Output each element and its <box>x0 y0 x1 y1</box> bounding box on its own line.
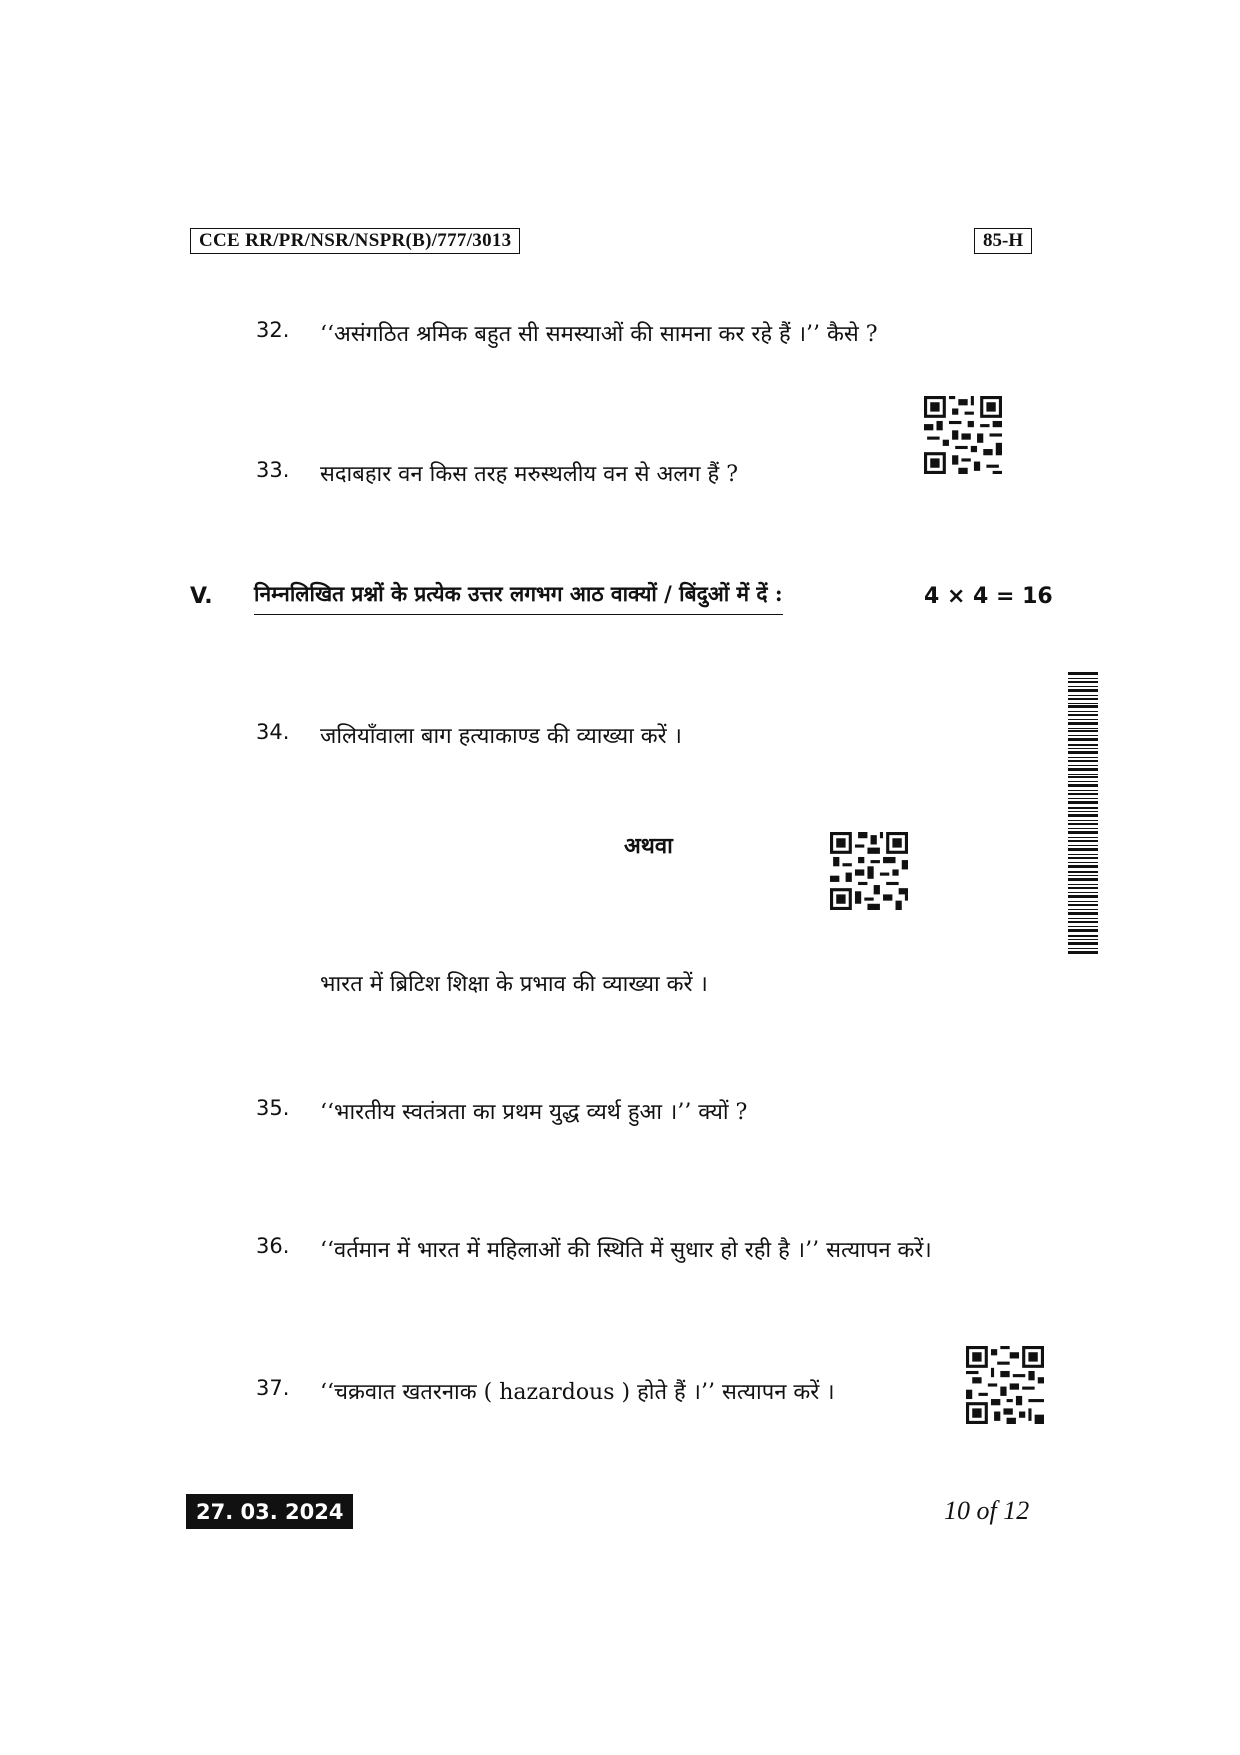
question-text: ‘‘भारतीय स्वतंत्रता का प्रथम युद्ध व्यर्थ हुआ ।’’ क्यों ? <box>320 1100 748 1125</box>
question-number: 37. <box>256 1376 290 1400</box>
question-text: ‘‘चक्रवात खतरनाक ( hazardous ) होते हैं ।’’ सत्यापन करें । <box>320 1380 835 1405</box>
paper-code: CCE RR/PR/NSR/NSPR(B)/777/3013 <box>190 228 520 254</box>
question-text: जलियाँवाला बाग हत्याकाण्ड की व्याख्या करें । <box>320 724 683 749</box>
question-number: 35. <box>256 1096 290 1120</box>
question-number: 36. <box>256 1234 290 1258</box>
exam-date-badge: 27. 03. 2024 <box>186 1494 353 1529</box>
qr-code-icon <box>924 396 1002 474</box>
question-number: 32. <box>256 318 290 342</box>
barcode-icon <box>1068 672 1098 954</box>
section-marks: 4 × 4 = 16 <box>924 584 1053 609</box>
question-text: सदाबहार वन किस तरह मरुस्थलीय वन से अलग हैं ? <box>320 462 739 487</box>
section-number: V. <box>190 584 213 609</box>
qr-code-icon <box>830 832 908 910</box>
question-number: 33. <box>256 458 290 482</box>
question-34-alternative: भारत में ब्रिटिश शिक्षा के प्रभाव की व्याख्या करें । <box>320 972 708 997</box>
page-number: 10 of 12 <box>944 1496 1030 1525</box>
or-label: अथवा <box>624 833 673 859</box>
question-number: 34. <box>256 720 290 744</box>
paper-number: 85-H <box>974 228 1032 254</box>
question-text: ‘‘असंगठित श्रमिक बहुत सी समस्याओं की सामना कर रहे हैं ।’’ कैसे ? <box>320 322 878 347</box>
section-heading: निम्नलिखित प्रश्नों के प्रत्येक उत्तर लगभग आठ वाक्यों / बिंदुओं में दें : <box>254 580 783 615</box>
question-text: ‘‘वर्तमान में भारत में महिलाओं की स्थिति में सुधार हो रही है ।’’ सत्यापन करें। <box>320 1238 932 1263</box>
qr-code-icon <box>966 1346 1044 1424</box>
